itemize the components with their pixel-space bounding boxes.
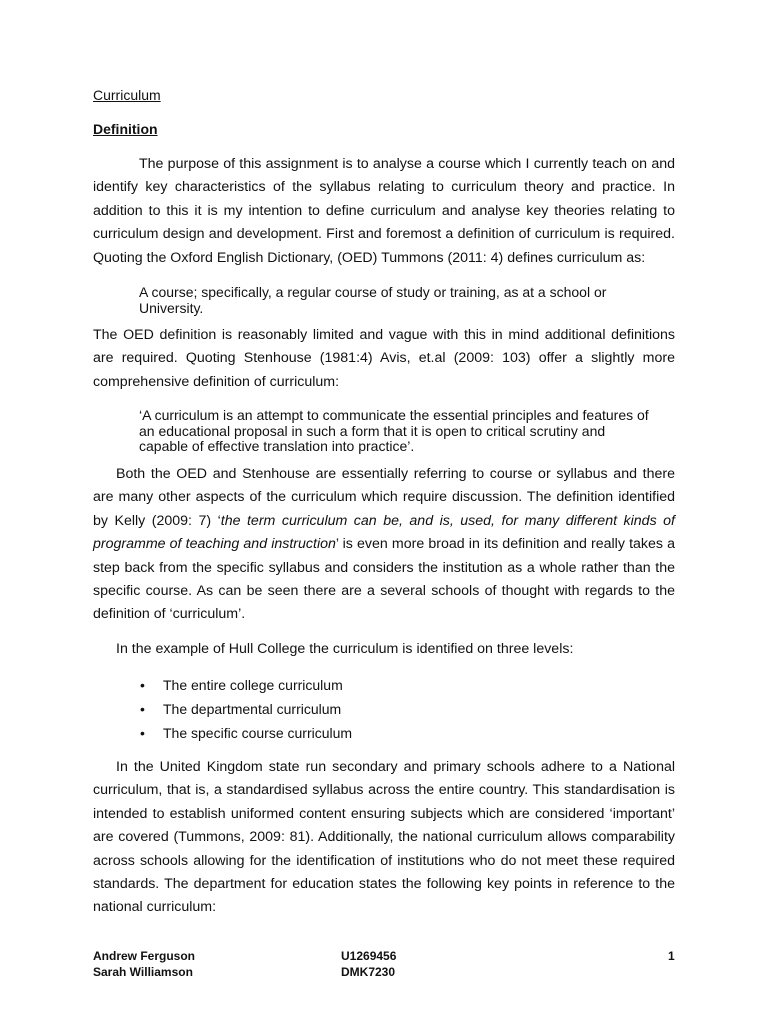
section-heading-definition: Definition (93, 121, 158, 137)
list-item-text: The specific course curriculum (163, 724, 353, 741)
footer-codes (341, 948, 396, 980)
paragraph-hull-college (93, 638, 675, 661)
bullet-icon: • (140, 700, 145, 717)
footer-student-id: U1269456 (341, 949, 397, 963)
document-heading: Curriculum (93, 87, 161, 103)
bullet-icon: • (140, 724, 145, 741)
levels-list (93, 674, 352, 745)
bullet-icon: • (140, 677, 145, 693)
quote-stenhouse: ‘A curriculum is an attempt to communicate the essential principles and features of an educational proposal in such a form that it is open to critical scrutiny and capable of effective translation into practice’. (139, 407, 649, 454)
paragraph-kelly-italic: the term curriculum can be, and is, used, for many different kinds of programme of teaching and instruction (93, 512, 675, 553)
list-item (93, 698, 352, 722)
footer-authors (93, 948, 195, 980)
paragraph-oed-definition: The OED definition is reasonably limited and vague with this in mind additional definitions are required. Quoting Stenhouse (1981:4) Avis, et.al (2009: 103) offer a slightly more comprehensive definition of curriculum: (93, 327, 675, 390)
page-number: 1 (668, 949, 675, 963)
quote-oed: A course; specifically, a regular course of study or training, as at a school or University. (139, 284, 607, 316)
list-item (93, 674, 352, 698)
paragraph-kelly-text-after: ’ is even more broad in its definition and really takes a step back from the specific syllabus and considers the institution as a whole rather than the specific course. As can be seen there are a several schools of thought with regards to the definition of ‘curriculum’. (93, 536, 676, 623)
footer-author-1: Andrew Ferguson (93, 949, 196, 963)
footer-module-code: DMK7230 (341, 965, 396, 979)
paragraph-national-curriculum (93, 756, 675, 920)
list-item-text: The departmental curriculum (163, 700, 342, 717)
paragraph-intro-text: The purpose of this assignment is to analyse a course which I currently teach on and identify key characteristics of the syllabus relating to curriculum theory and practice. In addition to this it is my intention to define curriculum and analyse key theories relating to curriculum design and development. First and foremost a definition of curriculum is required. Quoting the Oxford English Dictionary, (OED) Tummons (2011: 4) defines curriculum as: (93, 156, 675, 266)
paragraph-kelly (93, 463, 675, 627)
paragraph-kelly-text-before: Both the OED and Stenhouse are essentially referring to course or syllabus and there are many other aspects of the curriculum which require discussion. The definition identified by Kelly (2009: 7) ‘ (93, 466, 675, 529)
list-item-text: The entire college curriculum (163, 677, 343, 693)
paragraph-national-curriculum-text: In the United Kingdom state run secondary and primary schools adhere to a National curriculum, that is, a standardised syllabus across the entire country. This standardisation is intended to establish uniformed content ensuring subjects which are considered ‘important’ are covered (Tummons, 2009: 81). Additionally, the national curriculum allows comparability across schools allowing for the identification of institutions who do not meet these required standards. The department for education states the following key points in reference to the national curriculum: (93, 759, 675, 916)
paragraph-hull-college-text: In the example of Hull College the curriculum is identified on three levels: (116, 641, 574, 657)
list-item (93, 722, 352, 746)
paragraph-intro (93, 153, 675, 270)
footer-author-2: Sarah Williamson (93, 965, 193, 979)
